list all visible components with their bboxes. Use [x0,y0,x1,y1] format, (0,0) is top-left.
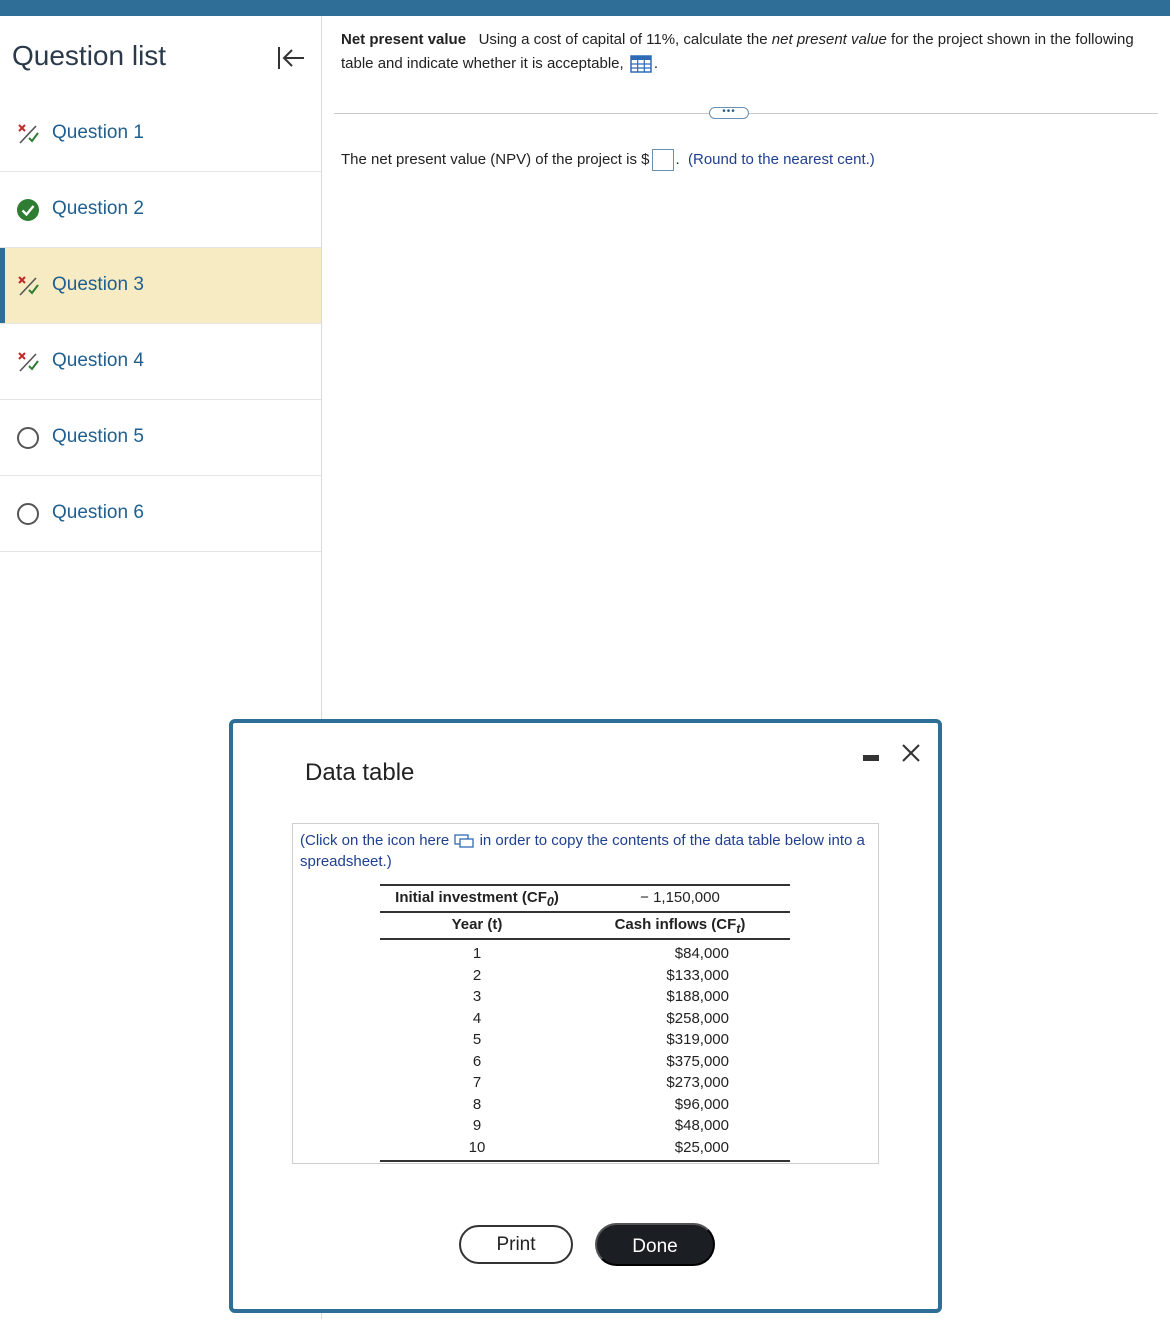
table-row [380,1029,790,1051]
sidebar-item-label: Question 5 [52,426,144,447]
answer-prefix: The net present value (NPV) of the project is $ [341,150,650,168]
sidebar-item-question-6[interactable] [0,476,321,552]
correct-check-icon [16,198,40,222]
close-icon[interactable] [899,741,923,765]
table-row [380,986,790,1008]
year-cell: 9 [472,1117,482,1134]
cash-cell: $96,000 [674,1095,729,1113]
cash-cell: $188,000 [666,988,729,1005]
question-text-1: Using a cost of capital of 11%, calculate the [478,31,768,48]
table-row [380,1137,790,1159]
sidebar-item-question-1[interactable] [0,96,321,172]
cash-cell: $48,000 [674,1117,729,1134]
question-prompt [341,28,1141,76]
partial-credit-icon [16,274,40,298]
question-text-italic: net present value [771,31,887,48]
data-table-panel [292,823,879,1164]
year-cell: 6 [472,1052,482,1070]
sidebar-item-label: Question 4 [52,350,144,371]
question-text-2: for the project shown in the following table and indicate whether it is acceptable, [341,31,1134,72]
sidebar-item-question-5[interactable] [0,400,321,476]
sidebar-item-label: Question 6 [52,502,144,523]
expand-more-button[interactable]: ••• [709,107,749,119]
answer-line [341,149,875,171]
sidebar-header [0,16,321,96]
sidebar-item-label: Question 2 [52,198,144,219]
table-row [380,943,790,965]
year-cell: 2 [472,966,482,984]
partial-credit-icon [16,122,40,146]
cash-flow-table [380,884,790,1162]
cash-cell: $84,000 [674,945,729,962]
unanswered-circle-icon [16,426,40,450]
collapse-sidebar-icon[interactable] [275,42,307,74]
copy-note-text-1: (Click on the icon here [300,832,450,849]
table-row [380,965,790,987]
year-column-header: Year (t) [451,916,503,933]
copy-to-spreadsheet-icon[interactable] [453,834,475,848]
initial-investment-row [380,886,790,911]
sidebar-item-question-3[interactable] [0,248,321,324]
cash-cell: $319,000 [666,1031,729,1048]
cash-cell: $273,000 [666,1074,729,1091]
done-button[interactable]: Done [595,1223,715,1266]
npv-answer-input[interactable] [652,149,674,171]
print-button[interactable]: Print [459,1225,573,1264]
table-rule [380,1160,790,1162]
answer-suffix: . [675,150,680,168]
initial-investment-value: − 1,150,000 [640,889,720,906]
cash-column-header: Cash inflows $(CF_t)$ [614,916,746,936]
question-heading: Net present value [341,31,467,48]
unanswered-circle-icon [16,502,40,526]
table-header-row [380,913,790,938]
table-row [380,1008,790,1030]
sidebar-item-question-2[interactable] [0,172,321,248]
cash-cell: $375,000 [666,1052,729,1070]
cash-cell: $133,000 [666,966,729,984]
year-cell: 1 [472,945,482,962]
minimize-button[interactable] [863,755,879,761]
sidebar-item-label: Question 3 [52,274,144,295]
dialog-title: Data table [305,759,415,786]
year-cell: 3 [472,988,482,1005]
copy-note-text-2: in order to copy the contents of the data table below into a spreadsheet.) [300,832,865,870]
data-table-dialog [229,719,942,1313]
sidebar-item-question-4[interactable] [0,324,321,400]
table-row [380,1072,790,1094]
cash-cell: $25,000 [674,1138,729,1156]
year-cell: 7 [472,1074,482,1091]
partial-credit-icon [16,350,40,374]
initial-investment-label: Initial investment $(CF_0)$ [395,889,559,909]
table-row [380,1051,790,1073]
year-cell: 4 [472,1009,482,1027]
sidebar-title: Question list [12,40,167,71]
copy-note [300,830,870,872]
top-bar [0,0,1170,16]
year-cell: 8 [472,1095,482,1113]
table-row [380,1115,790,1137]
rounding-hint: (Round to the nearest cent.) [688,150,875,168]
sidebar-item-label: Question 1 [52,122,144,143]
year-cell: 10 [468,1138,486,1156]
cash-cell: $258,000 [666,1009,729,1027]
table-row [380,1094,790,1116]
year-cell: 5 [472,1031,482,1048]
question-text-end: . [653,55,659,72]
data-table-icon[interactable] [630,55,652,73]
